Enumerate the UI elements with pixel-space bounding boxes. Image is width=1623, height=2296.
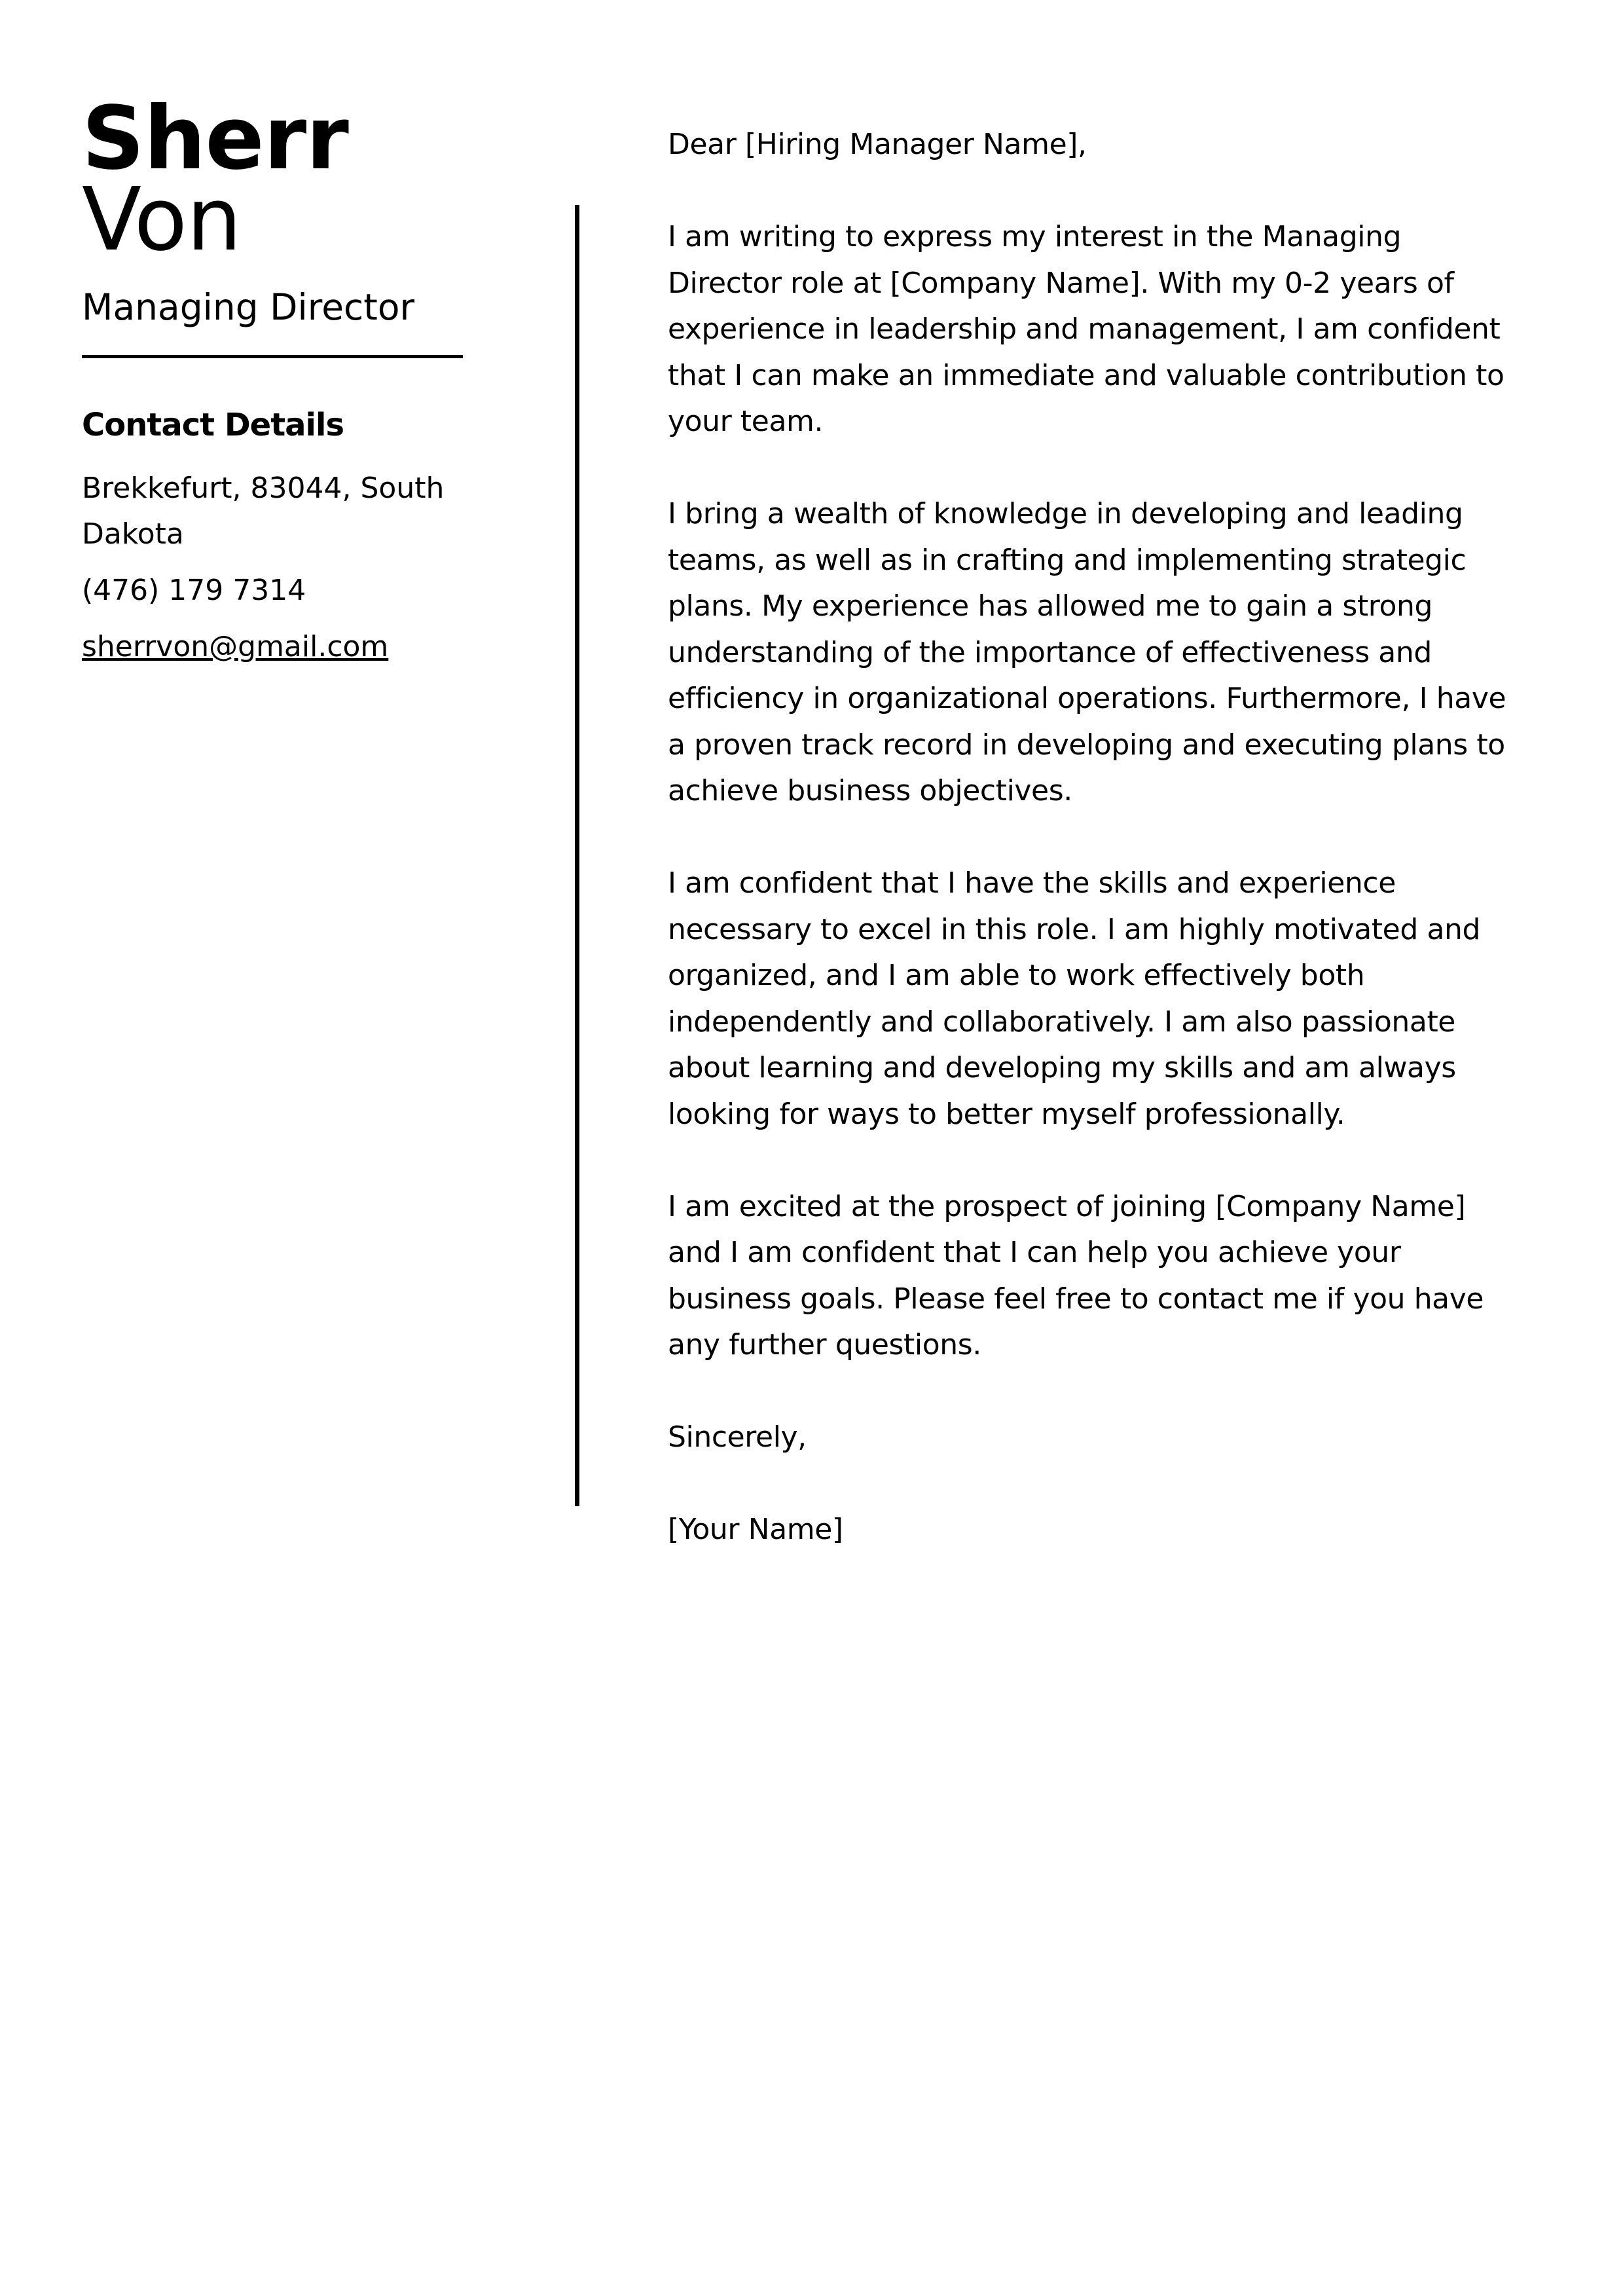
- job-title: Managing Director: [82, 286, 415, 328]
- candidate-name: [82, 88, 481, 270]
- closing: Sincerely,: [668, 1420, 807, 1454]
- contact-email-link[interactable]: sherrvon@gmail.com: [82, 630, 389, 663]
- contact-heading: Contact Details: [82, 407, 344, 443]
- vertical-divider: [575, 205, 579, 1506]
- contact-address: Brekkefurt, 83044, South Dakota: [82, 472, 445, 551]
- letter-paragraph: I am writing to express my interest in the Managing Director role at [Company Name]. With my 0-2 years of experience in leadership and management, I am confident that I can make an immediate and valuable contribution to your team.: [668, 220, 1504, 438]
- contact-phone: (476) 179 7314: [82, 574, 306, 607]
- letter-paragraph: I am excited at the prospect of joining [Company Name] and I am confident that I can help you achieve your business goals. Please feel free to contact me if you have any further questions.: [668, 1189, 1484, 1361]
- title-divider: [82, 355, 463, 358]
- letter-paragraph: I bring a wealth of knowledge in developing and leading teams, as well as in crafting and implementing strategic plans. My experience has allowed me to gain a strong understanding of the importance of effectiveness and efficiency in organizational operations. Furthermore, I have a proven track record in developing and executing plans to achieve business objectives.: [668, 497, 1506, 807]
- letter-paragraph: I am confident that I have the skills and experience necessary to excel in this role. I am highly motivated and organized, and I am able to work effectively both independently and collaboratively. I am also passionate about learning and developing my skills and am always looking for ways to better myself professionally.: [668, 866, 1481, 1131]
- letter-body: [668, 122, 1512, 1553]
- sidebar: [82, 88, 481, 670]
- first-name: Sherr: [82, 88, 348, 189]
- salutation: Dear [Hiring Manager Name],: [668, 128, 1087, 161]
- signature: [Your Name]: [668, 1513, 843, 1546]
- last-name: Von: [82, 170, 242, 270]
